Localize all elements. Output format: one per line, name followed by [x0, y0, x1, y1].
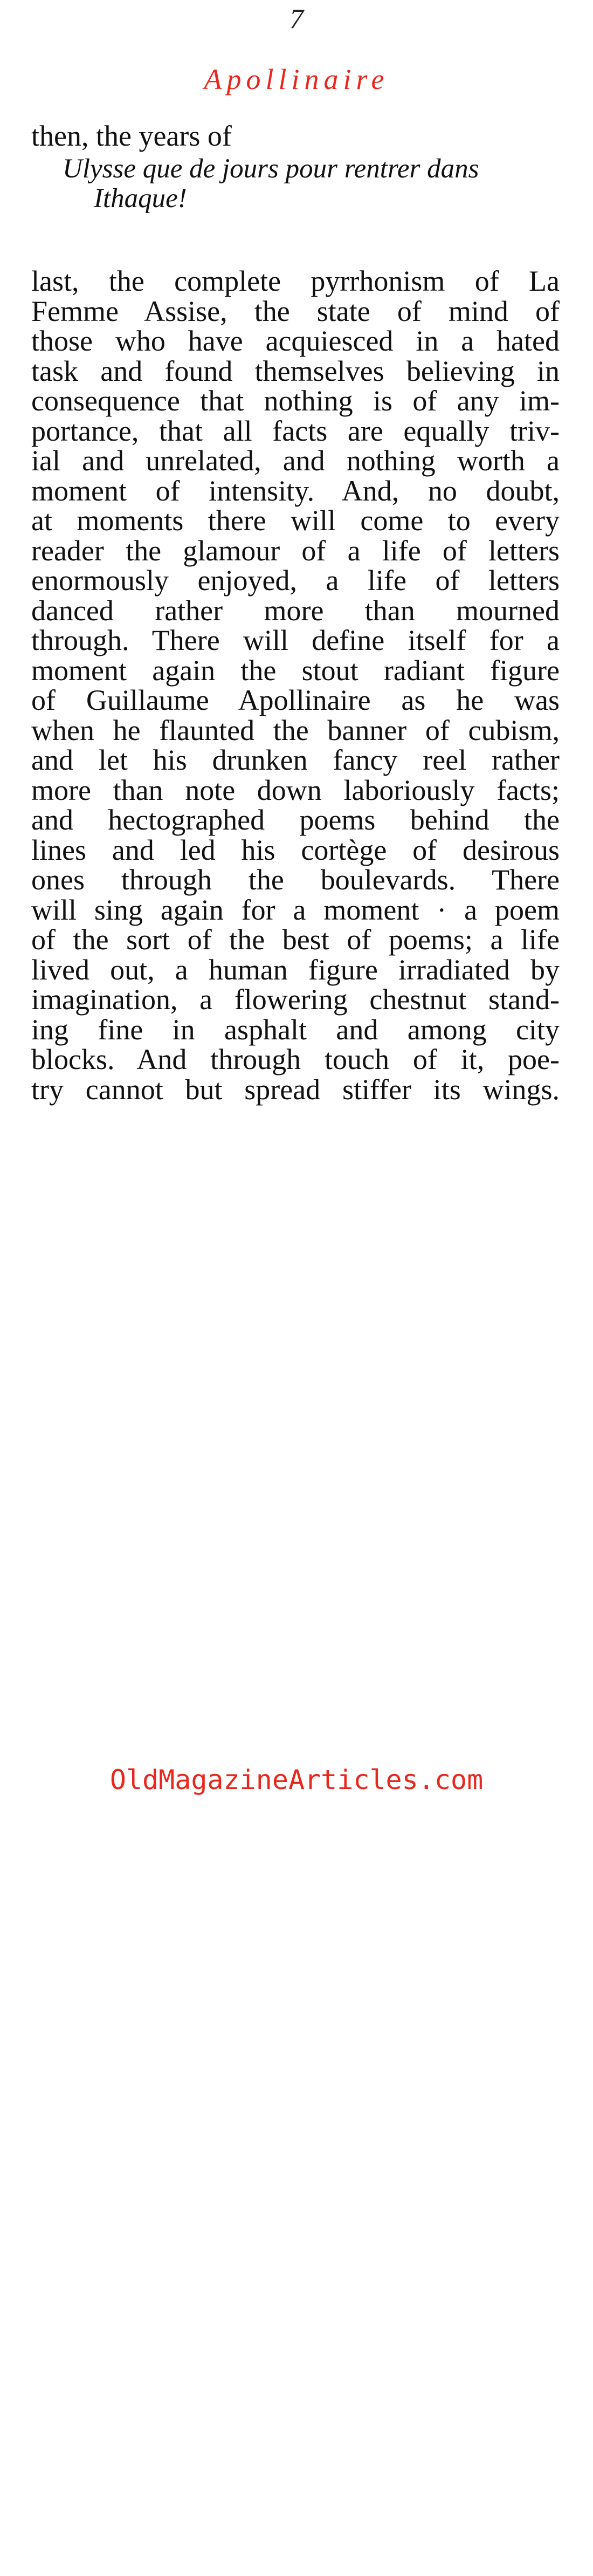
- body-line: Femme Assise, the state of mind of: [31, 294, 560, 327]
- body-line: imagination, a flowering chestnut stand-: [31, 983, 560, 1016]
- article-body: [31, 266, 560, 1105]
- body-line: last, the complete pyrrhonism of La: [31, 265, 560, 297]
- body-line: ial and unrelated, and nothing worth a: [31, 444, 560, 477]
- body-line: and let his drunken fancy reel rather: [31, 744, 560, 776]
- site-watermark: OldMagazineArticles.com: [109, 1764, 484, 1796]
- body-line: more than note down laboriously facts;: [31, 773, 560, 806]
- body-line: of Guillaume Apollinaire as he was: [31, 684, 560, 716]
- quote-line-1: Ulysse que de jours pour rentrer dans: [63, 154, 479, 184]
- body-line: task and found themselves believing in: [31, 354, 560, 387]
- body-line: consequence that nothing is of any im-: [31, 385, 560, 417]
- body-line: try cannot but spread stiffer its wings.: [31, 1073, 560, 1106]
- body-line: moment again the stout radiant figure: [31, 654, 560, 687]
- body-line: those who have acquiesced in a hated: [31, 325, 560, 357]
- running-head: Apollinaire: [204, 63, 389, 95]
- intro-line: then, the years of: [31, 120, 232, 152]
- body-line: blocks. And through touch of it, poe-: [31, 1043, 560, 1075]
- quote-line-2: Ithaque!: [94, 183, 187, 214]
- page-number: 7: [289, 4, 304, 35]
- body-line: lines and led his cortège of desirous: [31, 833, 560, 866]
- body-line: ones through the boulevards. There: [31, 864, 560, 896]
- body-line: will sing again for a moment · a poem: [31, 893, 560, 926]
- body-line: when he flaunted the banner of cubism,: [31, 714, 560, 746]
- body-line: at moments there will come to every: [31, 504, 560, 537]
- body-line: through. There will define itself for a: [31, 624, 560, 656]
- body-line: of the sort of the best of poems; a life: [31, 923, 560, 956]
- body-line: ing fine in asphalt and among city: [31, 1013, 560, 1046]
- body-line: portance, that all facts are equally triv-: [31, 414, 560, 447]
- body-line: danced rather more than mourned: [31, 594, 560, 627]
- body-line: moment of intensity. And, no doubt,: [31, 474, 560, 507]
- body-line: enormously enjoyed, a life of letters: [31, 564, 560, 597]
- body-line: and hectographed poems behind the: [31, 804, 560, 836]
- body-line: lived out, a human figure irradiated by: [31, 953, 560, 986]
- french-quote: [63, 154, 564, 214]
- body-line: reader the glamour of a life of letters: [31, 534, 560, 567]
